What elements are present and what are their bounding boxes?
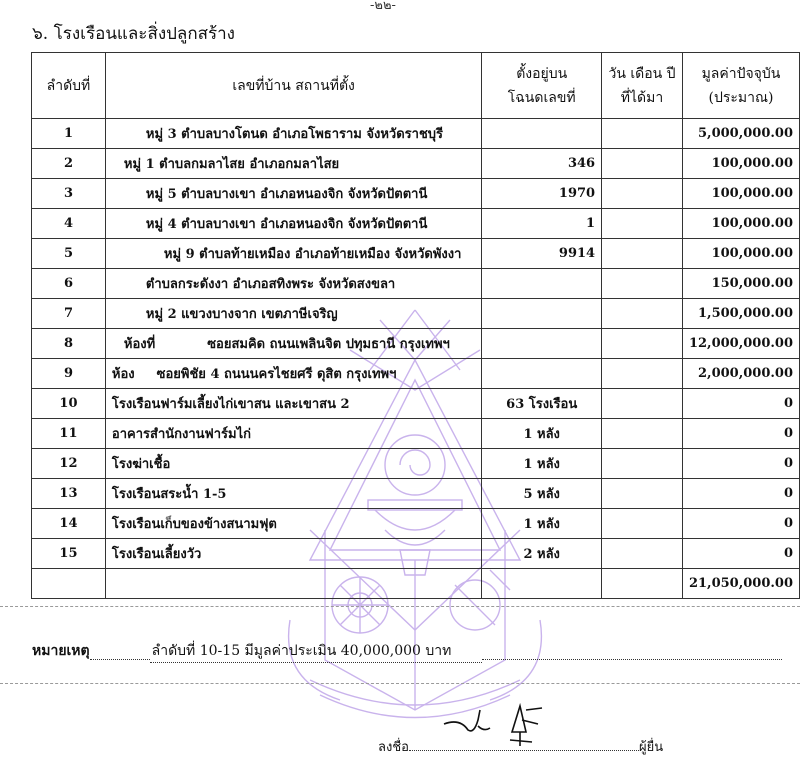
row-value: 0 bbox=[682, 509, 799, 539]
row-no: 10 bbox=[32, 389, 106, 419]
row-date bbox=[602, 479, 683, 509]
row-no: 9 bbox=[32, 359, 106, 389]
row-value: 0 bbox=[682, 419, 799, 449]
row-value: 100,000.00 bbox=[682, 149, 799, 179]
table-row bbox=[32, 389, 800, 419]
section-title: ๖. โรงเรือนและสิ่งปลูกสร้าง bbox=[32, 24, 235, 44]
row-value: 100,000.00 bbox=[682, 179, 799, 209]
signature-line bbox=[378, 736, 663, 757]
row-address: โรงเรือนสระน้ำ 1-5 bbox=[105, 479, 481, 509]
row-value: 0 bbox=[682, 539, 799, 569]
row-address: โรงเรือนเลี้ยงวัว bbox=[105, 539, 481, 569]
row-date bbox=[602, 449, 683, 479]
row-deed: 2 หลัง bbox=[482, 539, 602, 569]
row-address: หมู่ 3 ตำบลบางโตนด อำเภอโพธาราม จังหวัดราชบุรี bbox=[105, 119, 481, 149]
row-deed bbox=[482, 359, 602, 389]
row-address-prefix: ห้อง bbox=[111, 367, 135, 382]
row-address-prefix: ห้องที่ bbox=[123, 337, 156, 352]
row-date bbox=[602, 389, 683, 419]
table-header-row bbox=[32, 53, 800, 119]
row-deed bbox=[482, 329, 602, 359]
row-value: 2,000,000.00 bbox=[682, 359, 799, 389]
note-label: หมายเหตุ bbox=[32, 643, 90, 659]
table-row bbox=[32, 239, 800, 269]
row-value: 0 bbox=[682, 479, 799, 509]
table-row bbox=[32, 449, 800, 479]
row-date bbox=[602, 329, 683, 359]
header-date-line1: วัน เดือน ปี bbox=[608, 65, 676, 82]
table-row bbox=[32, 419, 800, 449]
total-no bbox=[32, 569, 106, 599]
signature-label: ลงชื่อ bbox=[378, 740, 409, 755]
row-date bbox=[602, 419, 683, 449]
row-date bbox=[602, 119, 683, 149]
header-no: ลำดับที่ bbox=[32, 53, 106, 119]
row-no: 6 bbox=[32, 269, 106, 299]
fold-line-divider bbox=[0, 683, 800, 684]
table-row bbox=[32, 149, 800, 179]
table-row bbox=[32, 329, 800, 359]
row-no: 15 bbox=[32, 539, 106, 569]
row-date bbox=[602, 269, 683, 299]
row-no: 3 bbox=[32, 179, 106, 209]
header-address: เลขที่บ้าน สถานที่ตั้ง bbox=[105, 53, 481, 119]
table-row bbox=[32, 479, 800, 509]
row-no: 4 bbox=[32, 209, 106, 239]
signature-dots bbox=[409, 738, 639, 751]
note-trailing-dots bbox=[482, 643, 782, 660]
buildings-table bbox=[31, 52, 800, 599]
row-no: 2 bbox=[32, 149, 106, 179]
header-date bbox=[602, 53, 683, 119]
row-no: 8 bbox=[32, 329, 106, 359]
row-deed bbox=[482, 299, 602, 329]
total-date bbox=[602, 569, 683, 599]
row-deed: 1970 bbox=[482, 179, 602, 209]
row-address: หมู่ 5 ตำบลบางเขา อำเภอหนองจิก จังหวัดปัตตานี bbox=[105, 179, 481, 209]
row-address bbox=[105, 329, 481, 359]
row-address: หมู่ 4 ตำบลบางเขา อำเภอหนองจิก จังหวัดปัตตานี bbox=[105, 209, 481, 239]
row-deed: 63 โรงเรือน bbox=[482, 389, 602, 419]
row-address: โรงเรือนฟาร์มเลี้ยงไก่เขาสน และเขาสน 2 bbox=[105, 389, 481, 419]
row-deed: 1 หลัง bbox=[482, 449, 602, 479]
table-row bbox=[32, 539, 800, 569]
table-row bbox=[32, 359, 800, 389]
row-no: 12 bbox=[32, 449, 106, 479]
table-row bbox=[32, 269, 800, 299]
header-deed-line2: โฉนดเลขที่ bbox=[507, 89, 576, 106]
header-value-line2: (ประมาณ) bbox=[708, 89, 774, 106]
header-date-line2: ที่ได้มา bbox=[620, 89, 664, 106]
row-deed bbox=[482, 269, 602, 299]
total-deed bbox=[482, 569, 602, 599]
row-no: 13 bbox=[32, 479, 106, 509]
row-value: 0 bbox=[682, 449, 799, 479]
row-date bbox=[602, 539, 683, 569]
row-no: 1 bbox=[32, 119, 106, 149]
row-deed: 346 bbox=[482, 149, 602, 179]
row-deed: 1 หลัง bbox=[482, 419, 602, 449]
row-no: 11 bbox=[32, 419, 106, 449]
table-total-row bbox=[32, 569, 800, 599]
row-value: 150,000.00 bbox=[682, 269, 799, 299]
row-address bbox=[105, 359, 481, 389]
total-address bbox=[105, 569, 481, 599]
row-deed bbox=[482, 119, 602, 149]
row-deed: 1 หลัง bbox=[482, 509, 602, 539]
row-address: หมู่ 2 แขวงบางจาก เขตภาษีเจริญ bbox=[105, 299, 481, 329]
row-date bbox=[602, 299, 683, 329]
row-date bbox=[602, 179, 683, 209]
row-date bbox=[602, 239, 683, 269]
row-address-text: ซอยสมคิด ถนนเพลินจิต ปทุมธานี กรุงเทพฯ bbox=[207, 337, 450, 352]
row-date bbox=[602, 149, 683, 179]
header-value-line1: มูลค่าปัจจุบัน bbox=[701, 65, 781, 82]
table-row bbox=[32, 209, 800, 239]
note bbox=[32, 640, 782, 663]
row-value: 100,000.00 bbox=[682, 239, 799, 269]
row-value: 12,000,000.00 bbox=[682, 329, 799, 359]
row-no: 7 bbox=[32, 299, 106, 329]
row-deed: 9914 bbox=[482, 239, 602, 269]
signature-suffix: ผู้ยื่น bbox=[638, 740, 664, 755]
row-address: โรงฆ่าเชื้อ bbox=[105, 449, 481, 479]
row-date bbox=[602, 359, 683, 389]
row-address: อาคารสำนักงานฟาร์มไก่ bbox=[105, 419, 481, 449]
row-address: โรงเรือนเก็บของข้างสนามฟุต bbox=[105, 509, 481, 539]
row-value: 0 bbox=[682, 389, 799, 419]
table-row bbox=[32, 509, 800, 539]
row-date bbox=[602, 209, 683, 239]
page-number: -๒๒- bbox=[370, 0, 396, 13]
row-deed: 1 bbox=[482, 209, 602, 239]
row-address: ตำบลกระดังงา อำเภอสทิงพระ จังหวัดสงขลา bbox=[105, 269, 481, 299]
row-deed: 5 หลัง bbox=[482, 479, 602, 509]
row-address: หมู่ 1 ตำบลกมลาไสย อำเภอกมลาไสย bbox=[105, 149, 481, 179]
table-row bbox=[32, 119, 800, 149]
note-text: ลำดับที่ 10-15 มีมูลค่าประเมิน 40,000,000 บาท bbox=[150, 640, 482, 663]
row-value: 100,000.00 bbox=[682, 209, 799, 239]
row-no: 5 bbox=[32, 239, 106, 269]
row-value: 1,500,000.00 bbox=[682, 299, 799, 329]
row-date bbox=[602, 509, 683, 539]
table-row bbox=[32, 299, 800, 329]
row-address: หมู่ 9 ตำบลท้ายเหมือง อำเภอท้ายเหมือง จังหวัดพังงา bbox=[105, 239, 481, 269]
row-no: 14 bbox=[32, 509, 106, 539]
total-value: 21,050,000.00 bbox=[682, 569, 799, 599]
row-address-text: ซอยพิชัย 4 ถนนนครไชยศรี ดุสิต กรุงเทพฯ bbox=[156, 367, 397, 382]
table-row bbox=[32, 179, 800, 209]
header-deed bbox=[482, 53, 602, 119]
header-value bbox=[682, 53, 799, 119]
row-value: 5,000,000.00 bbox=[682, 119, 799, 149]
fold-line-divider bbox=[0, 606, 800, 607]
header-deed-line1: ตั้งอยู่บน bbox=[516, 65, 568, 82]
note-leader-dots bbox=[90, 643, 150, 660]
